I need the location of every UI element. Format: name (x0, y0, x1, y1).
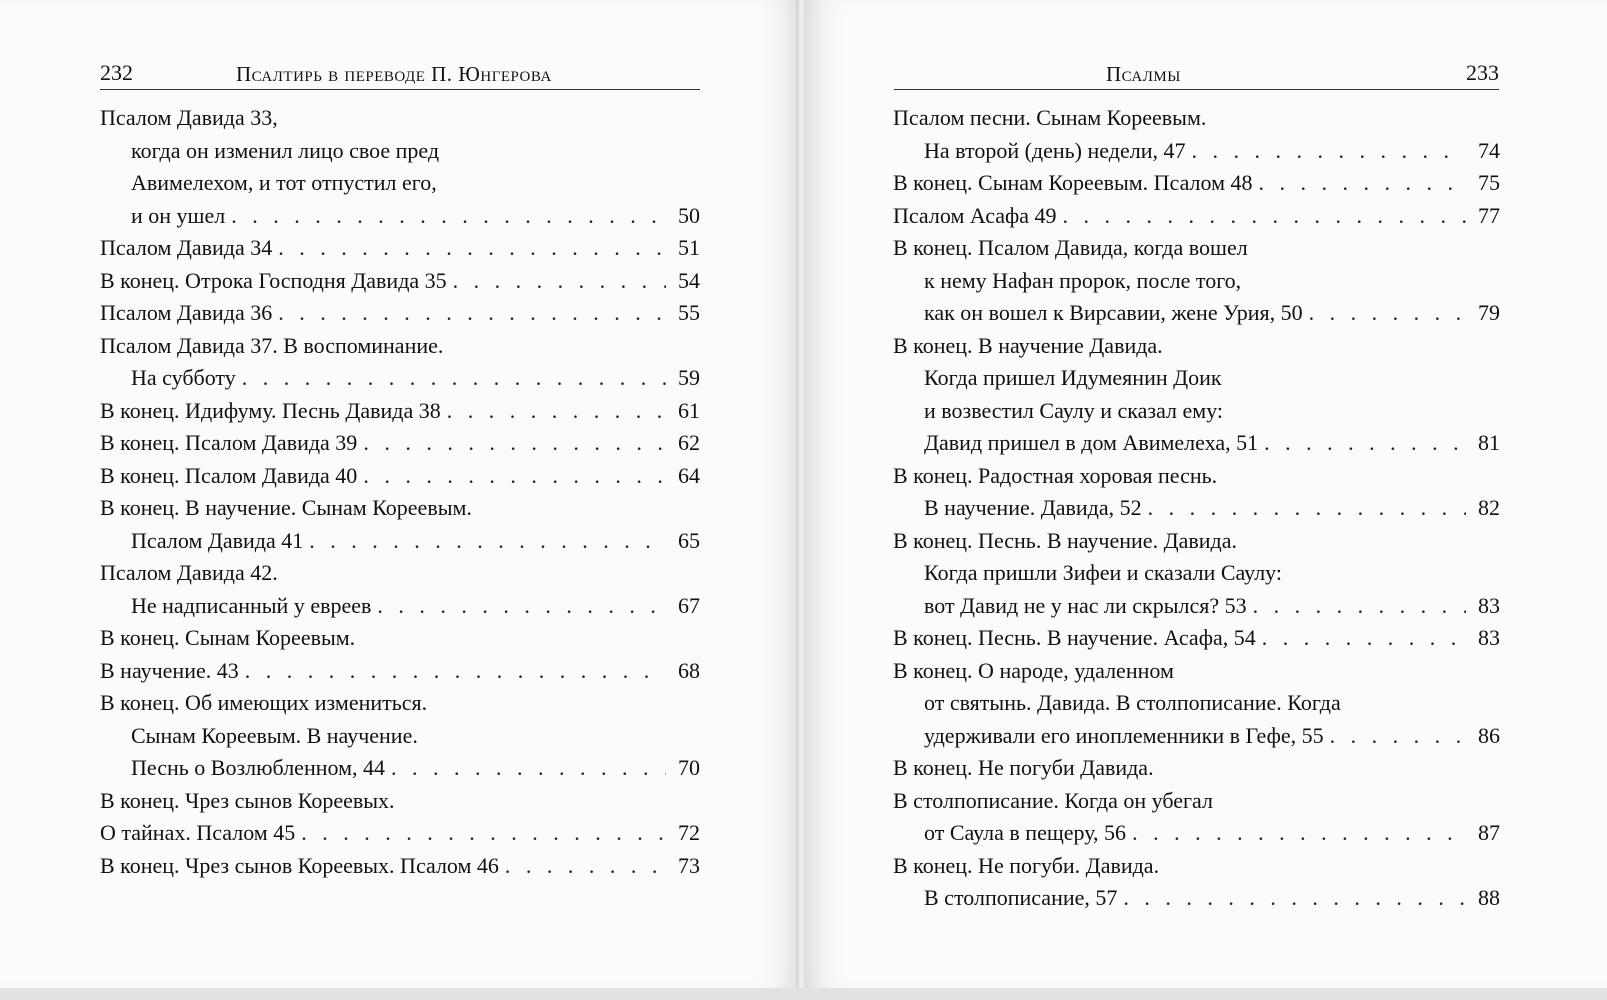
toc-entry (100, 850, 700, 883)
dot-leader (295, 817, 666, 850)
toc-entry (893, 265, 1500, 298)
toc-entry (893, 720, 1500, 753)
toc-entry-text: В конец. Идифуму. Песнь Давида 38 (100, 397, 441, 423)
toc-entry-text: как он вошел к Вирсавии, жене Урия, 50 (924, 300, 1303, 325)
toc-entry (893, 687, 1500, 720)
toc-page-number: 70 (678, 755, 700, 780)
toc-page-number: 50 (678, 202, 700, 228)
toc-entry-text: Псалом Давида 42. (100, 560, 278, 585)
toc-entry-text: Псалом Давида 34 (100, 235, 273, 260)
toc-page-number: 73 (678, 852, 700, 878)
page-number: 232 (100, 60, 133, 85)
dot-leader (1117, 882, 1466, 915)
toc-entry (893, 362, 1500, 395)
toc-page-number: 86 (1478, 722, 1500, 748)
toc-page-number: 59 (678, 365, 700, 390)
toc-page-number: 79 (1478, 300, 1500, 325)
dot-leader (1303, 297, 1466, 330)
toc-entry (100, 687, 700, 720)
toc-entry (100, 817, 700, 850)
toc-page-number: 82 (1478, 495, 1500, 520)
right-page-header (894, 56, 1499, 90)
dot-leader (1126, 817, 1466, 850)
toc-page-number: 75 (1478, 170, 1500, 195)
toc-page-number: 64 (678, 462, 700, 488)
dot-leader (1256, 622, 1466, 655)
table-of-contents (100, 102, 700, 882)
toc-entry-text: В конец. Чрез сынов Кореевых. Псалом 46 (100, 852, 499, 878)
toc-entry (100, 492, 700, 525)
dot-leader (239, 655, 666, 688)
toc-entry (893, 817, 1500, 850)
toc-page-number: 68 (678, 657, 700, 683)
toc-entry-text: В конец. Псалом Давида 40 (100, 462, 358, 488)
toc-entry (893, 655, 1500, 688)
toc-page-number: 83 (1478, 625, 1500, 650)
toc-page-number: 54 (678, 267, 700, 293)
toc-entry-text: В научение. 43 (100, 657, 239, 683)
toc-entry (100, 557, 700, 590)
toc-entry-text: удерживали его иноплеменники в Гефе, 55 (924, 722, 1324, 748)
toc-page-number: 72 (678, 820, 700, 845)
toc-entry-text: Когда пришел Идумеянин Доик (924, 365, 1222, 390)
toc-entry-text: В конец. Сынам Кореевым. Псалом 48 (893, 170, 1253, 195)
toc-page-number: 55 (678, 300, 700, 325)
toc-entry-text: В конец. Песнь. В научение. Асафа, 54 (893, 625, 1256, 650)
dot-leader (272, 297, 666, 330)
toc-entry (893, 557, 1500, 590)
toc-entry-text: В конец. Псалом Давида, когда вошел (893, 235, 1248, 260)
dot-leader (236, 362, 666, 395)
toc-entry (100, 752, 700, 785)
dot-leader (441, 395, 666, 428)
toc-page-number: 87 (1478, 820, 1500, 845)
toc-entry-text: На второй (день) недели, 47 (924, 137, 1186, 163)
toc-page-number: 61 (678, 397, 700, 423)
toc-entry-text: Псалом Давида 33, (100, 105, 278, 130)
toc-page-number: 77 (1478, 202, 1500, 228)
toc-entry-text: В конец. Не погуби. Давида. (893, 852, 1160, 878)
dot-leader (1057, 200, 1466, 233)
toc-entry-text: Авимелехом, и тот отпустил его, (131, 170, 437, 195)
toc-entry-text: В конец. Отрока Господня Давида 35 (100, 267, 447, 293)
toc-entry-text: В конец. Сынам Кореевым. (100, 625, 356, 650)
toc-page-number: 51 (678, 235, 700, 260)
toc-entry-text: и возвестил Саулу и сказал ему: (924, 397, 1224, 423)
toc-entry-text: когда он изменил лицо свое пред (131, 137, 440, 163)
toc-entry (893, 427, 1500, 460)
dot-leader (1247, 590, 1466, 623)
dot-leader (1142, 492, 1466, 525)
dot-leader (499, 850, 666, 883)
toc-entry (100, 200, 700, 233)
toc-entry (100, 395, 700, 428)
right-page (804, 0, 1607, 990)
dot-leader (371, 590, 666, 623)
toc-entry-text: О тайнах. Псалом 45 (100, 820, 296, 845)
toc-entry (893, 232, 1500, 265)
toc-entry (893, 882, 1500, 915)
toc-entry-text: В конец. О народе, удаленном (893, 657, 1174, 683)
running-title: Псалмы (1106, 62, 1181, 86)
toc-entry (100, 460, 700, 493)
page-number: 233 (1466, 60, 1499, 85)
toc-entry-text: В научение. Давида, 52 (924, 495, 1142, 520)
running-title: Псалтирь в переводе П. Юнгерова (236, 62, 552, 86)
toc-entry (893, 330, 1500, 363)
dot-leader (1185, 135, 1466, 168)
toc-entry (893, 590, 1500, 623)
toc-entry-text: В конец. Песнь. В научение. Давида. (893, 527, 1237, 553)
toc-page-number: 81 (1478, 430, 1500, 455)
toc-entry (893, 525, 1500, 558)
dot-leader (385, 752, 666, 785)
toc-entry-text: Не надписанный у евреев (131, 592, 372, 618)
toc-entry (893, 752, 1500, 785)
toc-entry (100, 525, 700, 558)
toc-entry (100, 102, 700, 135)
dot-leader (303, 525, 666, 558)
toc-page-number: 83 (1478, 592, 1500, 618)
dot-leader (272, 232, 666, 265)
toc-entry (100, 655, 700, 688)
toc-entry-text: и он ушел (131, 202, 226, 228)
toc-entry (893, 492, 1500, 525)
toc-entry (100, 362, 700, 395)
toc-entry (100, 720, 700, 753)
book-edge (0, 988, 1607, 1000)
toc-entry (893, 135, 1500, 168)
toc-entry-text: В столпописание. Когда он убегал (893, 787, 1213, 813)
toc-page-number: 67 (678, 592, 700, 618)
toc-entry-text: Псалом Давида 36 (100, 300, 273, 325)
toc-entry (100, 427, 700, 460)
toc-entry-text: от Саула в пещеру, 56 (924, 820, 1127, 845)
toc-entry (100, 135, 700, 168)
toc-page-number: 74 (1478, 137, 1500, 163)
dot-leader (1253, 167, 1466, 200)
left-page-header (100, 56, 700, 90)
toc-page-number: 62 (678, 430, 700, 455)
toc-entry-text: В конец. В научение. Сынам Кореевым. (100, 495, 472, 520)
toc-entry-text: Песнь о Возлюбленном, 44 (131, 755, 385, 780)
toc-entry (100, 265, 700, 298)
toc-entry-text: В конец. Не погуби Давида. (893, 755, 1154, 780)
toc-entry (893, 167, 1500, 200)
toc-entry-text: Псалом Давида 37. В воспоминание. (100, 332, 444, 358)
toc-entry-text: Давид пришел в дом Авимелеха, 51 (924, 430, 1259, 455)
toc-entry (100, 167, 700, 200)
toc-entry (893, 395, 1500, 428)
toc-entry-text: На субботу (131, 365, 236, 390)
toc-entry (100, 297, 700, 330)
dot-leader (1258, 427, 1466, 460)
table-of-contents (893, 102, 1500, 915)
toc-entry (893, 200, 1500, 233)
toc-entry-text: Когда пришли Зифеи и сказали Саулу: (924, 560, 1283, 585)
toc-entry-text: к нему Нафан пророк, после того, (924, 267, 1242, 293)
toc-entry-text: Псалом Давида 41 (131, 527, 304, 553)
dot-leader (1324, 720, 1466, 753)
toc-entry (893, 850, 1500, 883)
toc-entry-text: от святынь. Давида. В столпописание. Когда (924, 690, 1341, 715)
dot-leader (357, 460, 666, 493)
toc-entry (893, 297, 1500, 330)
toc-entry-text: В конец. Об имеющих измениться. (100, 690, 428, 715)
toc-entry-text: В конец. Псалом Давида 39 (100, 430, 358, 455)
toc-entry-text: В конец. Радостная хоровая песнь. (893, 462, 1218, 488)
toc-entry (100, 622, 700, 655)
toc-entry-text: В столпописание, 57 (924, 885, 1118, 910)
toc-entry-text: Псалом Асафа 49 (893, 202, 1057, 228)
toc-entry (100, 232, 700, 265)
dot-leader (225, 200, 666, 233)
toc-entry-text: В конец. Чрез сынов Кореевых. (100, 787, 395, 813)
toc-entry (893, 622, 1500, 655)
toc-page-number: 65 (678, 527, 700, 553)
toc-entry (893, 460, 1500, 493)
left-page (0, 0, 800, 990)
toc-entry-text: Псалом песни. Сынам Кореевым. (893, 105, 1207, 130)
toc-entry (893, 102, 1500, 135)
dot-leader (447, 265, 666, 298)
dot-leader (357, 427, 666, 460)
toc-entry-text: вот Давид не у нас ли скрылся? 53 (924, 592, 1247, 618)
toc-page-number: 88 (1478, 885, 1500, 910)
toc-entry (100, 330, 700, 363)
toc-entry-text: Сынам Кореевым. В научение. (131, 722, 418, 748)
toc-entry (100, 590, 700, 623)
toc-entry (100, 785, 700, 818)
toc-entry (893, 785, 1500, 818)
toc-entry-text: В конец. В научение Давида. (893, 332, 1163, 358)
